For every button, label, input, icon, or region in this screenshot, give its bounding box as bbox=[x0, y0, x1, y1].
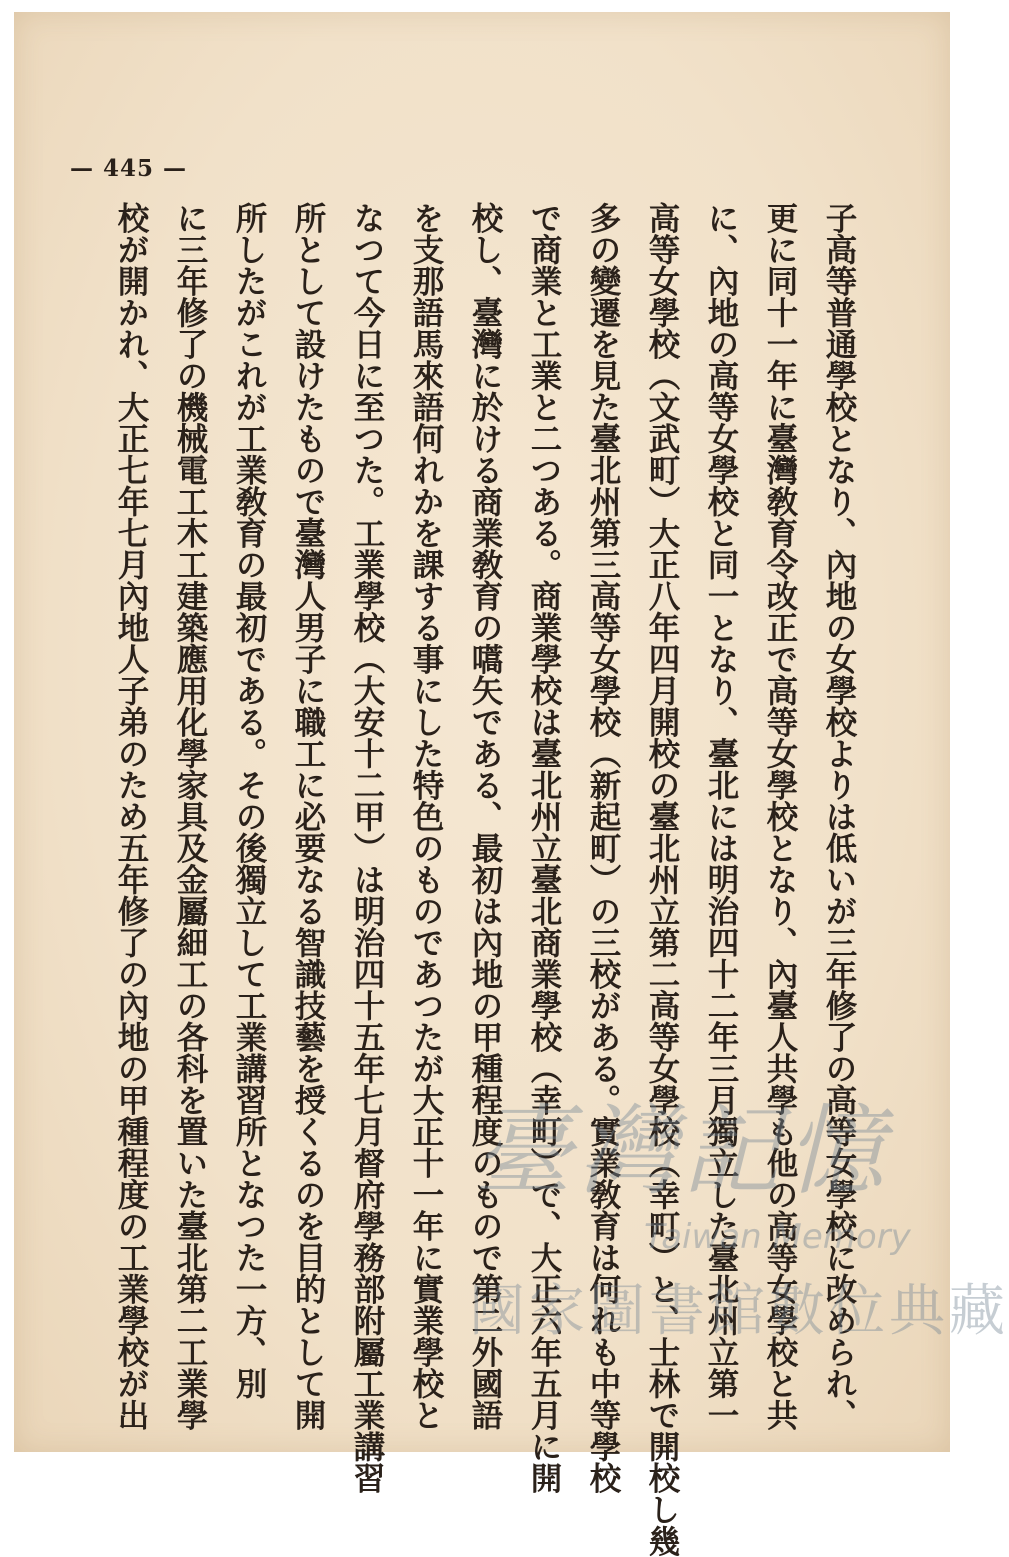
text-column-4: 高等女學校（文武町）大正八年四月開校の臺北州立第二高等女學校（幸町）と、士林で開校し幾 bbox=[644, 202, 681, 1557]
text-column-7: 校し、臺灣に於ける商業敎育の嚆矢である、最初は內地の甲種程度のもので第二外國語 bbox=[467, 202, 504, 1431]
text-column-12: に三年修了の機械電工木工建築應用化學家具及金屬細工の各科を置いた臺北第二工業學 bbox=[172, 202, 209, 1431]
text-column-2: 更に同十一年に臺灣敎育令改正で高等女學校となり、內臺人共學も他の高等女學校と共 bbox=[762, 202, 799, 1431]
watermark-logo: 臺灣記憶 bbox=[474, 1095, 891, 1209]
text-column-11: 所したがこれが工業敎育の最初である。その後獨立して工業講習所となつた一方、別 bbox=[231, 202, 268, 1399]
book-page bbox=[14, 12, 1009, 1557]
page-number: — 445 — bbox=[70, 155, 188, 182]
text-column-3: に、內地の高等女學校と同一となり、臺北には明治四十二年三月獨立した臺北州立第一 bbox=[703, 202, 740, 1431]
text-column-9: なつて今日に至つた。工業學校（大安十二甲）は明治四十五年七月督府學務部附屬工業講習 bbox=[349, 202, 386, 1494]
text-column-1: 子高等普通學校となり、內地の女學校よりは低いが三年修了の高等女學校に改められ、 bbox=[821, 202, 858, 1431]
watermark-institution: 國家圖書館數位典藏 bbox=[469, 1279, 1009, 1344]
text-column-5: 多の變遷を見た臺北州第三高等女學校（新起町）の三校がある。實業敎育は何れも中等學校 bbox=[585, 202, 622, 1494]
text-column-13: 校が開かれ、大正七年七月內地人子弟のため五年修了の內地の甲種程度の工業學校が出 bbox=[113, 202, 150, 1431]
text-column-8: を支那語馬來語何れかを課する事にした特色のものであつたが大正十一年に實業學校と bbox=[408, 202, 445, 1431]
text-column-10: 所として設けたもので臺灣人男子に職工に必要なる智識技藝を授くるのを目的として開 bbox=[290, 202, 327, 1431]
text-column-6: で商業と工業と二つある。商業學校は臺北州立臺北商業學校（幸町）で、大正六年五月に開 bbox=[526, 202, 563, 1494]
watermark-english: Taiwan Memory bbox=[644, 1217, 911, 1257]
